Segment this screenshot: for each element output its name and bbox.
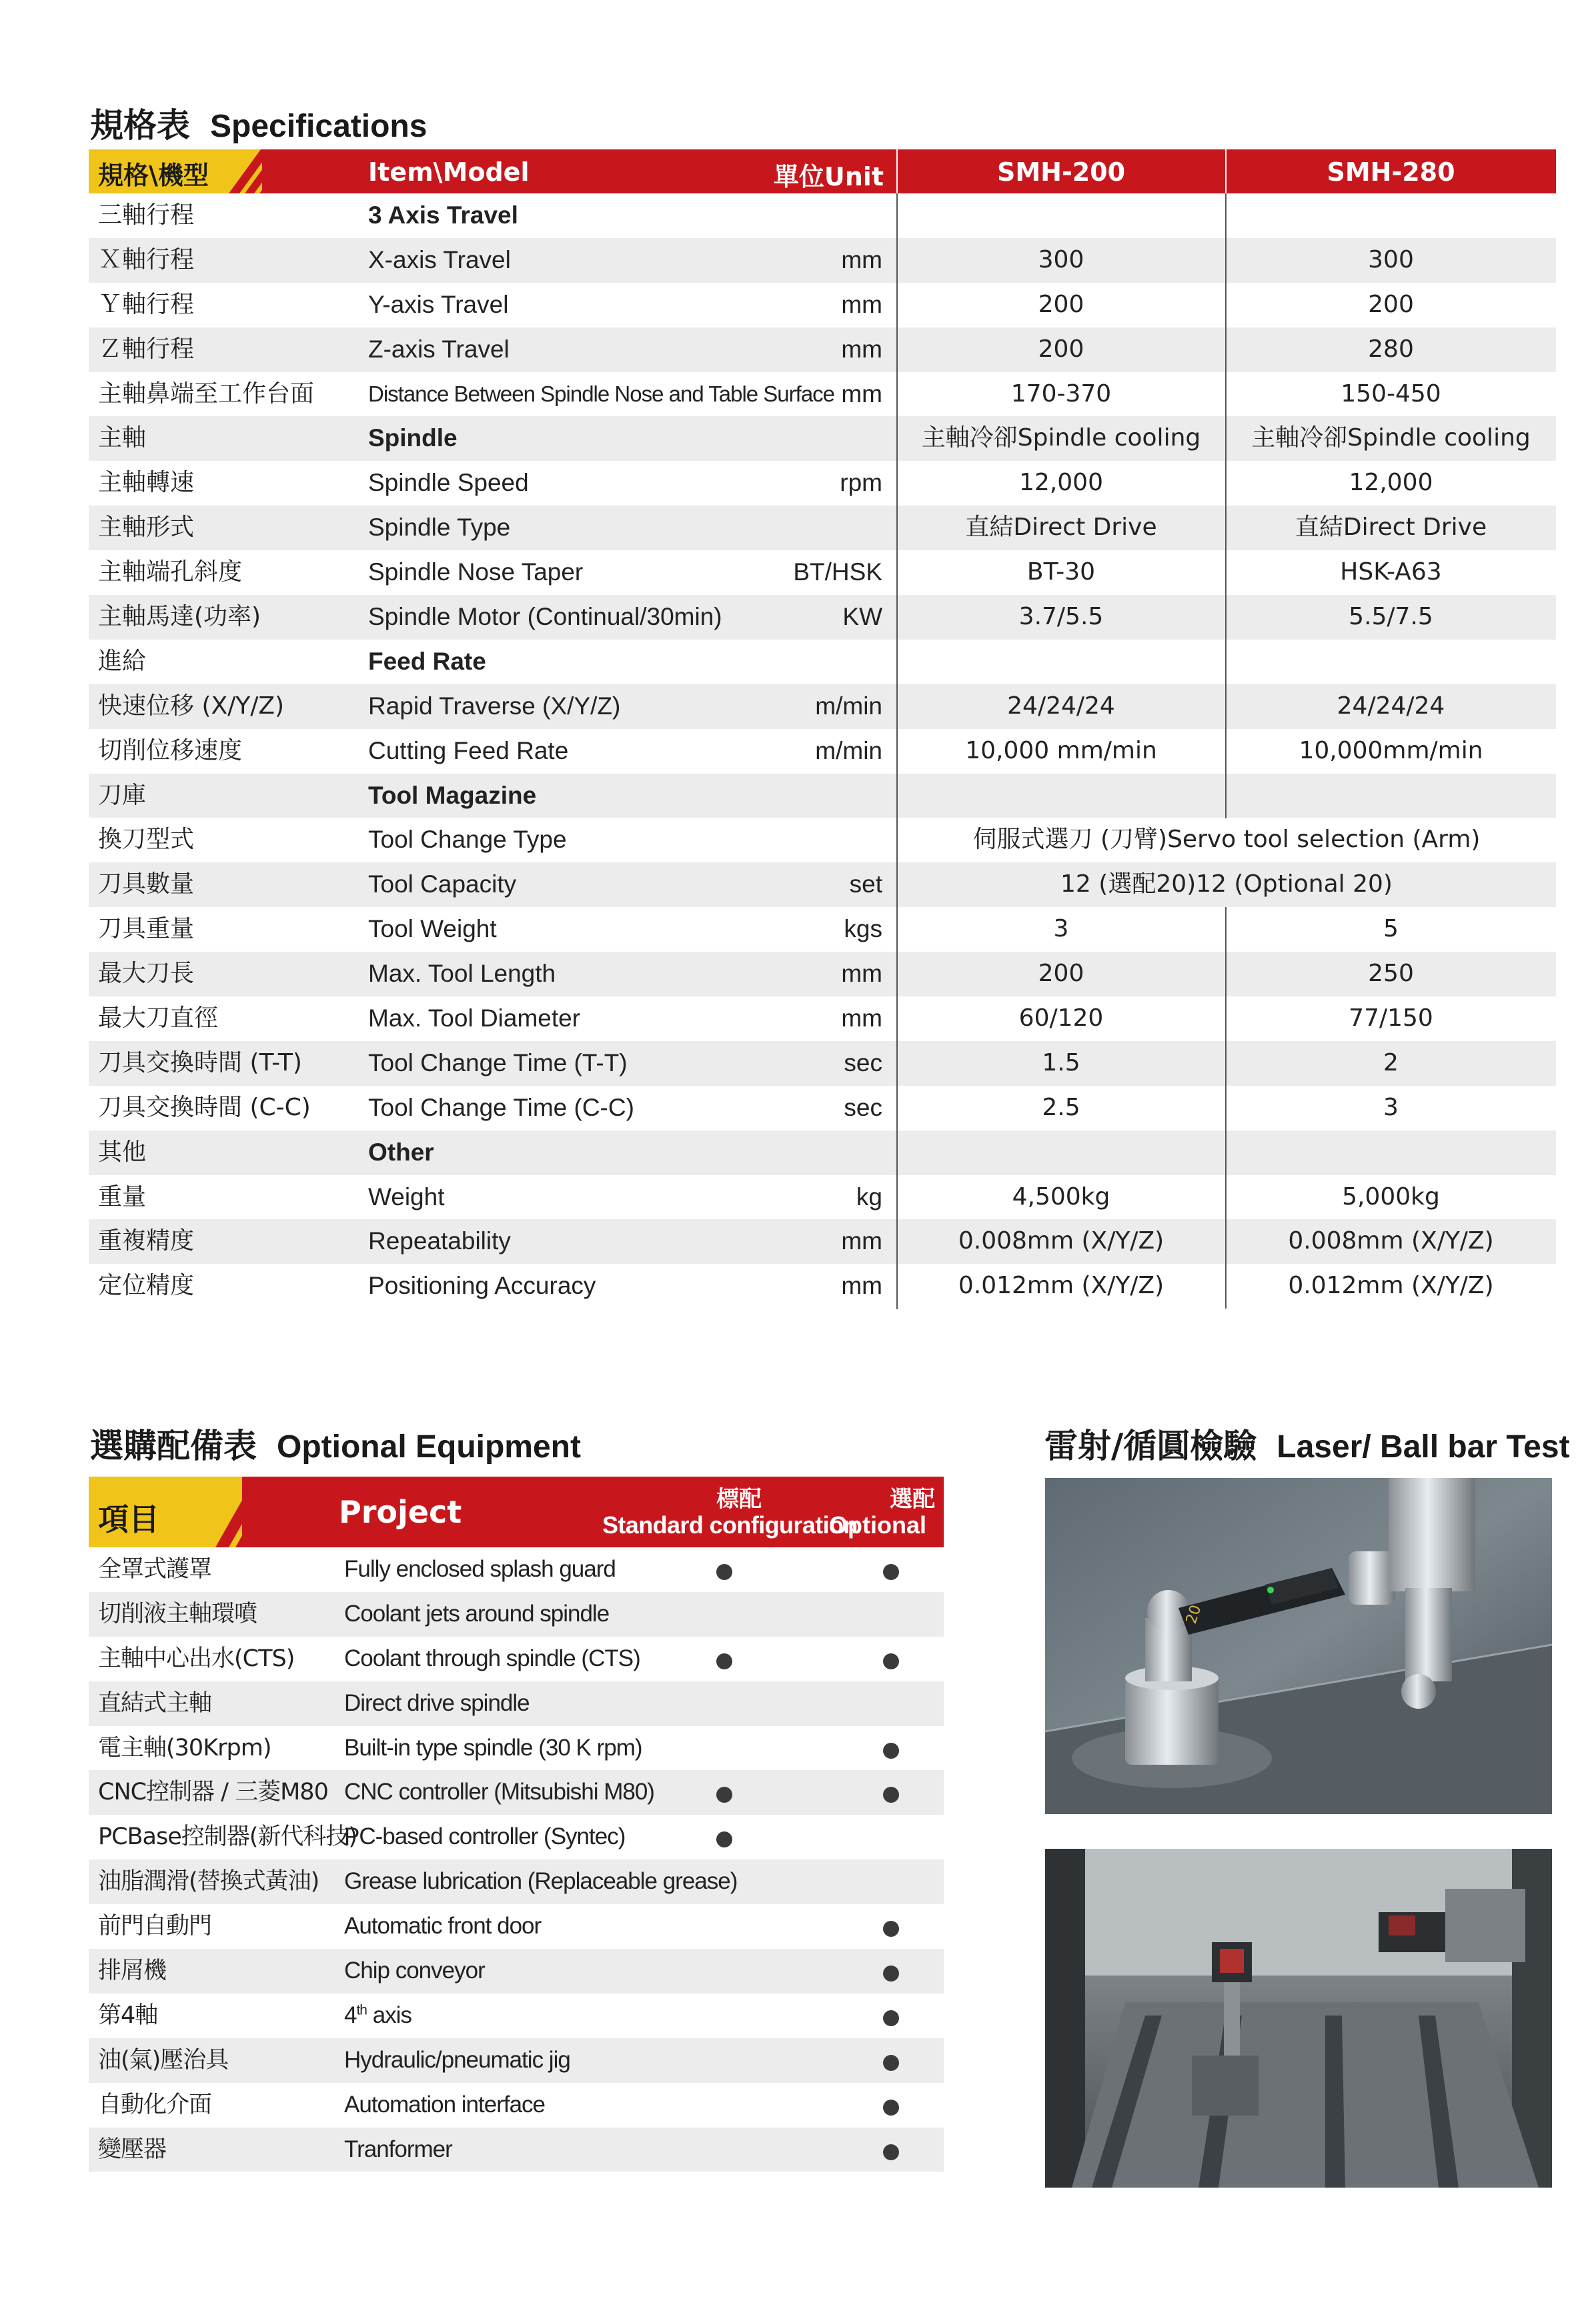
spec-title-en: Specifications — [210, 109, 428, 144]
optional-dot-icon — [883, 2055, 899, 2071]
header-unit: 單位Unit — [773, 162, 884, 191]
test-title-zh: 雷射/循圓檢驗 — [1044, 1427, 1257, 1465]
spec-title-zh: 規格表 — [90, 106, 190, 145]
spec-row-en: Spindle Motor (Continual/30min) — [368, 603, 722, 631]
optional-row — [89, 1949, 944, 1994]
optional-row-zh: 主軸中心出水(CTS) — [98, 1645, 295, 1672]
spec-row-zh: 主軸鼻端至工作台面 — [98, 379, 315, 408]
optional-row-zh: 全罩式護罩 — [98, 1556, 212, 1583]
optional-row-en — [344, 1994, 412, 2038]
optional-row-zh: 電主軸(30Krpm) — [98, 1734, 271, 1761]
spec-row — [89, 238, 1556, 283]
optional-row — [89, 1681, 944, 1726]
optional-dot-icon — [883, 2010, 899, 2026]
spec-row-value-smh200: 1.5 — [1042, 1048, 1080, 1076]
header-model-smh200: SMH-200 — [996, 157, 1126, 187]
spec-row-value-smh280: 0.012mm (X/Y/Z) — [1288, 1272, 1494, 1300]
optional-row-zh: CNC控制器 / 三菱M80 — [98, 1779, 328, 1806]
spec-row-en: Z-axis Travel — [368, 335, 510, 363]
spec-row — [89, 996, 1556, 1041]
spec-row-value-smh280: 200 — [1368, 290, 1414, 318]
spec-row-zh: 主軸端孔斜度 — [98, 558, 243, 586]
optional-row-zh: 自動化介面 — [98, 2091, 212, 2118]
spec-row-unit: mm — [841, 245, 882, 273]
optional-row-zh: 變壓器 — [98, 2136, 167, 2163]
optional-row — [89, 1859, 944, 1904]
optional-row — [89, 2038, 944, 2083]
optional-row-zh: 直結式主軸 — [98, 1689, 212, 1717]
spec-row-unit: rpm — [840, 469, 882, 497]
spec-row-value-smh200: 直結Direct Drive — [965, 514, 1157, 542]
spec-row-zh: 快速位移 (X/Y/Z) — [98, 692, 285, 720]
optional-row — [89, 1904, 944, 1949]
optional-row-zh: 油脂潤滑(替換式黃油) — [98, 1868, 319, 1895]
optional-row — [89, 1994, 944, 2038]
spec-row-zh: 重複精度 — [98, 1227, 195, 1255]
optional-row-en-rest: axis — [366, 2002, 412, 2028]
header-stripes-icon — [229, 149, 309, 193]
spec-row-value-smh200: 0.008mm (X/Y/Z) — [958, 1227, 1164, 1255]
spec-row-en: Tool Weight — [368, 915, 497, 943]
spec-row-en: Y-axis Travel — [368, 290, 509, 318]
optional-row-en: PC-based controller (Syntec) — [344, 1823, 626, 1850]
optional-title-zh: 選購配備表 — [90, 1427, 257, 1465]
spec-row-unit: mm — [841, 1272, 882, 1300]
optional-row-en-number: 4 — [344, 2002, 357, 2028]
standard-dot-icon — [716, 1653, 732, 1669]
spec-row-unit: BT/HSK — [793, 558, 882, 586]
spec-row-value-smh280: 直結Direct Drive — [1295, 514, 1487, 542]
spec-row-zh: 刀具重量 — [98, 915, 195, 943]
spec-row-unit: mm — [841, 960, 882, 988]
test-section-title — [1044, 1419, 1570, 1467]
spec-row-value-shared: 12 (選配20)12 (Optional 20) — [1060, 870, 1393, 898]
optional-dot-icon — [883, 2144, 899, 2160]
spec-row-zh: 換刀型式 — [98, 826, 195, 854]
standard-dot-icon — [716, 1831, 732, 1847]
spec-row — [89, 1219, 1556, 1264]
optional-dot-icon — [883, 1921, 899, 1937]
optional-row-en: Coolant through spindle (CTS) — [344, 1645, 640, 1671]
optional-row-en: Built-in type spindle (30 K rpm) — [344, 1734, 642, 1761]
spec-row-en: Other — [368, 1138, 434, 1166]
spec-row-zh: 刀庫 — [98, 781, 147, 809]
specifications-table — [89, 149, 1556, 1309]
spec-row — [89, 640, 1556, 684]
spec-row-en: Distance Between Spindle Nose and Table Surface — [368, 381, 835, 406]
optional-row-en: Fully enclosed splash guard — [344, 1556, 616, 1582]
optional-row — [89, 2083, 944, 2128]
spec-row — [89, 506, 1556, 550]
optional-row — [89, 1592, 944, 1637]
optional-row-en: Automation interface — [344, 2091, 546, 2118]
optional-title-en: Optional Equipment — [277, 1429, 581, 1465]
spec-row-en: Positioning Accuracy — [368, 1272, 596, 1300]
optional-row-en: Chip conveyor — [344, 1958, 485, 1984]
spec-row-zh: 三軸行程 — [98, 201, 195, 229]
spec-row-value-smh280: 3 — [1383, 1093, 1399, 1121]
spec-row — [89, 193, 1556, 238]
spec-row-unit: mm — [841, 1227, 882, 1255]
spec-row-unit: set — [849, 870, 882, 898]
spec-row-zh: 切削位移速度 — [98, 736, 243, 764]
spec-row-value-smh280: 主軸冷卻Spindle cooling — [1251, 424, 1531, 452]
spec-row — [89, 372, 1556, 417]
spec-row-zh: 最大刀長 — [98, 960, 195, 988]
spec-row-zh: 主軸馬達(功率) — [98, 603, 261, 631]
spec-row-unit: kg — [856, 1183, 882, 1211]
spec-row — [89, 327, 1556, 372]
spec-row-en: X-axis Travel — [368, 245, 511, 273]
spec-row-zh: Ｘ軸行程 — [98, 245, 195, 273]
optional-row-zh: 油(氣)壓治具 — [98, 2046, 229, 2074]
optional-row — [89, 1547, 944, 1592]
optional-row-en: Automatic front door — [344, 1913, 542, 1940]
spec-row-value-smh200: 60/120 — [1018, 1004, 1104, 1032]
spec-row-en: Spindle — [368, 424, 458, 452]
spec-row-value-smh280: 5,000kg — [1342, 1183, 1440, 1211]
optional-row-zh: 第4軸 — [98, 2002, 158, 2029]
spec-row-zh: Ｙ軸行程 — [98, 290, 195, 318]
standard-dot-icon — [716, 1564, 732, 1580]
spec-row-value-smh280: 5.5/7.5 — [1349, 603, 1433, 631]
spec-row-en: Tool Change Type — [368, 826, 567, 854]
spec-row-value-smh200: 300 — [1038, 245, 1084, 273]
spec-row-value-smh200: BT-30 — [1026, 558, 1096, 586]
spec-row-value-smh280: 280 — [1368, 335, 1414, 363]
spec-row-zh: 刀具交換時間 (C-C) — [98, 1093, 311, 1121]
header-standard-en: Standard configuration — [602, 1511, 858, 1539]
header-item-zh: 項目 — [98, 1501, 159, 1537]
optional-table-header — [89, 1477, 944, 1547]
spec-row — [89, 416, 1556, 461]
spec-row-zh: Ｚ軸行程 — [98, 335, 195, 363]
spec-row-value-smh200: 主軸冷卻Spindle cooling — [921, 424, 1201, 452]
optional-row-en: Tranformer — [344, 2136, 452, 2162]
spec-row-value-smh200: 4,500kg — [1012, 1183, 1110, 1211]
spec-row-en: Tool Magazine — [368, 781, 537, 809]
spec-row-value-smh280: 5 — [1383, 915, 1399, 943]
spec-row-en: Rapid Traverse (X/Y/Z) — [368, 692, 621, 720]
spec-row — [89, 862, 1556, 907]
header-optional-zh: 選配 — [890, 1486, 935, 1513]
spec-row — [89, 1130, 1556, 1175]
optional-dot-icon — [883, 1653, 899, 1669]
spec-row-en: Tool Change Time (T-T) — [368, 1048, 628, 1076]
spec-row-unit: KW — [842, 603, 882, 631]
optional-row — [89, 2128, 944, 2172]
header-label-zh: 規格\機型 — [98, 161, 209, 190]
optional-row — [89, 1815, 944, 1859]
spec-row-value-smh200: 12,000 — [1019, 469, 1103, 497]
optional-row — [89, 1726, 944, 1771]
spec-row-value-smh280: 300 — [1368, 245, 1414, 273]
spec-row-zh: 進給 — [98, 647, 147, 675]
spec-row-unit: mm — [841, 1004, 882, 1032]
column-divider — [1225, 193, 1227, 818]
spec-row-unit: kgs — [844, 915, 882, 943]
spec-row-zh: 刀具數量 — [98, 870, 195, 898]
spec-row-value-smh200: 2.5 — [1042, 1093, 1080, 1121]
optional-equipment-table — [89, 1477, 944, 2172]
standard-dot-icon — [716, 1787, 732, 1803]
spec-row-en: Cutting Feed Rate — [368, 736, 569, 764]
spec-row-zh: 重量 — [98, 1183, 147, 1211]
header-item-model: Item\Model — [368, 157, 530, 187]
spec-row-zh: 刀具交換時間 (T-T) — [98, 1048, 302, 1076]
ball-bar-test-photo — [1045, 1478, 1552, 1814]
spec-row-value-smh280: 0.008mm (X/Y/Z) — [1288, 1227, 1494, 1255]
optional-section-title — [90, 1419, 581, 1467]
header-optional-en: Optional — [829, 1511, 926, 1539]
optional-table-body — [89, 1547, 944, 2172]
optional-row-en: CNC controller (Mitsubishi M80) — [344, 1779, 654, 1805]
spec-row-unit: mm — [841, 290, 882, 318]
spec-row-en: Weight — [368, 1183, 445, 1211]
spec-row-value-smh280: 10,000mm/min — [1299, 736, 1483, 764]
probe-label: 20 — [1182, 1603, 1205, 1626]
spec-row-en: Spindle Type — [368, 514, 511, 542]
optional-row-zh: 排屑機 — [98, 1958, 167, 1985]
spec-row — [89, 461, 1556, 506]
spec-row-en: Tool Capacity — [368, 870, 517, 898]
spec-row — [89, 1086, 1556, 1130]
spec-row-unit: sec — [844, 1048, 882, 1076]
optional-row-zh: PCBase控制器(新代科技) — [98, 1823, 357, 1851]
optional-row-en: Grease lubrication (Replaceable grease) — [344, 1868, 738, 1895]
spec-row-value-smh200: 10,000 mm/min — [965, 736, 1157, 764]
spec-row — [89, 952, 1556, 996]
spec-row-value-smh280: HSK-A63 — [1340, 558, 1442, 586]
spec-row — [89, 684, 1556, 729]
header-model-smh280: SMH-280 — [1327, 157, 1455, 187]
spec-row-value-smh200: 200 — [1038, 960, 1084, 988]
spec-row-value-smh280: 2 — [1383, 1048, 1399, 1076]
spec-row-en: Tool Change Time (C-C) — [368, 1093, 634, 1121]
spec-row-value-smh200: 24/24/24 — [1007, 692, 1115, 720]
spec-row-unit: mm — [841, 335, 882, 363]
spec-row-zh: 最大刀直徑 — [98, 1004, 219, 1032]
spec-table-body — [89, 193, 1556, 1309]
spec-row — [89, 818, 1556, 862]
spec-row-zh: 定位精度 — [98, 1272, 195, 1300]
optional-row-en-suffix: th — [356, 2002, 367, 2018]
spec-row — [89, 283, 1556, 327]
optional-dot-icon — [883, 2100, 899, 2116]
spec-row-value-smh280: 24/24/24 — [1337, 692, 1445, 720]
spec-row-unit: m/min — [815, 736, 882, 764]
spec-row — [89, 550, 1556, 595]
spec-row-zh: 主軸形式 — [98, 514, 195, 542]
spec-row-unit: sec — [844, 1093, 882, 1121]
spec-row-en: Spindle Speed — [368, 469, 529, 497]
spec-row-en: Max. Tool Diameter — [368, 1004, 581, 1032]
spec-row-value-smh200: 200 — [1038, 290, 1084, 318]
spec-row-value-smh280: 77/150 — [1349, 1004, 1433, 1032]
spec-row-en: Max. Tool Length — [368, 960, 556, 988]
column-divider — [1225, 907, 1227, 1309]
spec-row-zh: 主軸 — [98, 424, 147, 452]
optional-dot-icon — [883, 1966, 899, 1982]
optional-dot-icon — [883, 1787, 899, 1803]
header-standard-zh: 標配 — [716, 1486, 762, 1513]
column-divider — [896, 193, 898, 1309]
spec-row-value-smh280: 250 — [1368, 960, 1414, 988]
laser-test-photo — [1045, 1849, 1552, 2188]
spec-row-zh: 主軸轉速 — [98, 469, 195, 497]
spec-row-en: Spindle Nose Taper — [368, 558, 584, 586]
spec-section-title — [90, 99, 427, 147]
optional-row-zh: 切削液主軸環噴 — [98, 1600, 257, 1627]
spec-row-value-smh200: 3.7/5.5 — [1018, 603, 1104, 631]
spec-row-zh: 其他 — [98, 1138, 147, 1166]
spec-row-value-smh200: 170-370 — [1010, 379, 1112, 408]
spec-row — [89, 595, 1556, 640]
optional-row-en: Coolant jets around spindle — [344, 1600, 610, 1627]
optional-dot-icon — [883, 1743, 899, 1759]
spec-row-en: Feed Rate — [368, 647, 486, 675]
header-project: Project — [339, 1494, 462, 1530]
spec-row-en: 3 Axis Travel — [368, 201, 518, 229]
spec-row-en: Repeatability — [368, 1227, 511, 1255]
spec-row-value-smh200: 0.012mm (X/Y/Z) — [958, 1272, 1164, 1300]
test-title-en: Laser/ Ball bar Test — [1277, 1429, 1570, 1465]
spec-table-header — [89, 149, 1556, 193]
spec-row — [89, 1264, 1556, 1309]
spec-row — [89, 1041, 1556, 1086]
optional-row — [89, 1637, 944, 1681]
spec-row-value-smh280: 12,000 — [1349, 469, 1433, 497]
spec-row-value-smh280: 150-450 — [1341, 379, 1441, 408]
spec-row-unit: m/min — [815, 692, 882, 720]
optional-row-zh: 前門自動門 — [98, 1913, 212, 1940]
spec-row-value-smh200: 200 — [1038, 335, 1084, 363]
spec-row — [89, 774, 1556, 818]
optional-row-en: Hydraulic/pneumatic jig — [344, 2046, 570, 2073]
spec-row — [89, 729, 1556, 774]
header-stripes-icon — [215, 1477, 315, 1547]
spec-row-value-shared: 伺服式選刀 (刀臂)Servo tool selection (Arm) — [972, 826, 1481, 854]
optional-row — [89, 1770, 944, 1815]
spec-row-value-smh200: 3 — [1053, 915, 1069, 943]
spec-row-unit: mm — [841, 379, 882, 408]
optional-dot-icon — [883, 1564, 899, 1580]
optional-row-en: Direct drive spindle — [344, 1689, 530, 1716]
spec-row — [89, 1175, 1556, 1220]
spec-row — [89, 907, 1556, 952]
